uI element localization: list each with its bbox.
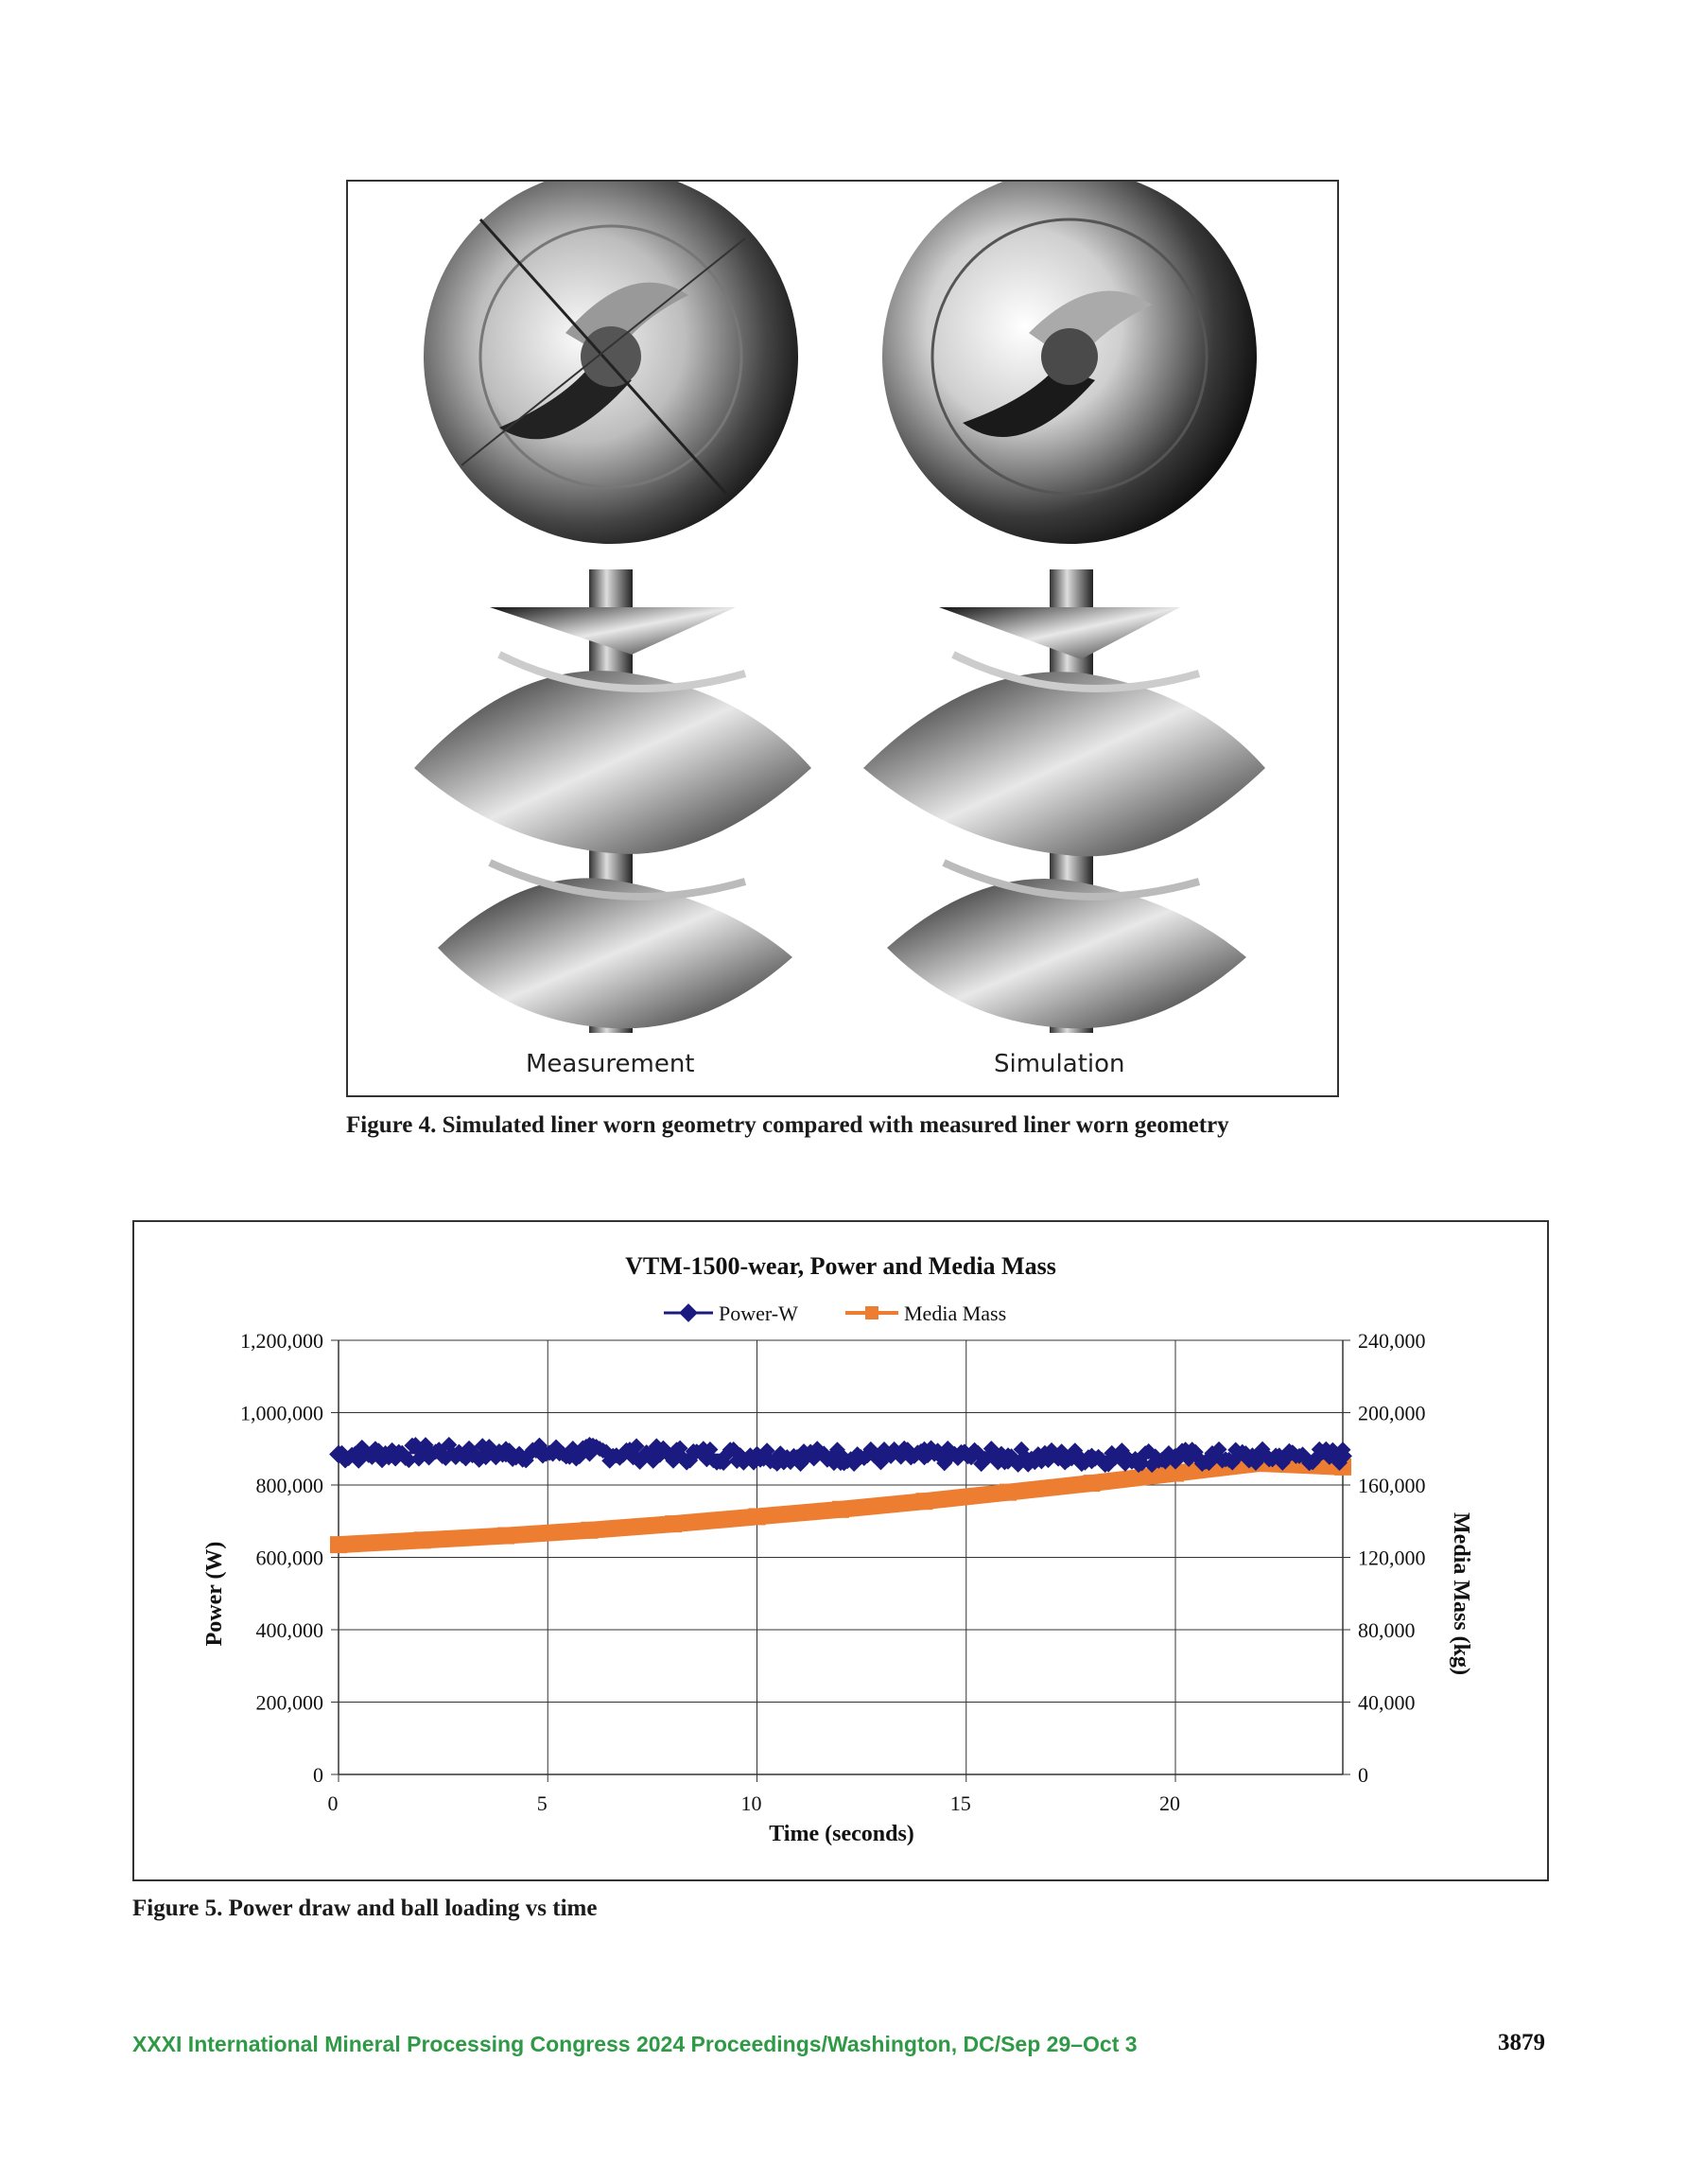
chart-title: VTM-1500-wear, Power and Media Mass — [625, 1252, 1056, 1280]
legend-power-marker — [679, 1303, 698, 1322]
y2-tick-label: 80,000 — [1358, 1618, 1416, 1642]
y2-tick-label: 200,000 — [1358, 1401, 1426, 1425]
figure-4-caption: Figure 4. Simulated liner worn geometry compared with measured liner worn geometry — [346, 1112, 1229, 1138]
media-mass-point — [832, 1501, 849, 1518]
x-axis-title: Time (seconds) — [769, 1822, 914, 1846]
simulation-label: Simulation — [994, 1050, 1125, 1078]
media-mass-point — [1000, 1484, 1017, 1501]
legend-power-label: Power-W — [719, 1302, 798, 1325]
chart-legend — [664, 1302, 1006, 1325]
figure-5-chart — [132, 1220, 1549, 1881]
y-tick-label: 400,000 — [255, 1618, 323, 1642]
y-tick-label: 600,000 — [255, 1546, 323, 1570]
x-tick-label: 20 — [1159, 1791, 1180, 1815]
x-tick-label: 10 — [740, 1791, 762, 1815]
media-mass-point — [497, 1528, 514, 1545]
y2-axis-title: Media Mass (kg) — [1449, 1512, 1473, 1675]
proceedings-footer: XXXI International Mineral Processing Congress 2024 Proceedings/Washington, DC/Sep 29–Oct 3 — [132, 2032, 1138, 2056]
y2-tick-label: 160,000 — [1358, 1474, 1426, 1497]
media-mass-point — [330, 1536, 347, 1553]
figure-5-caption: Figure 5. Power draw and ball loading vs time — [132, 1896, 598, 1921]
measurement-auger — [414, 569, 811, 1033]
y2-tick-label: 120,000 — [1358, 1546, 1426, 1570]
media-mass-point — [665, 1515, 682, 1532]
media-mass-point — [582, 1522, 599, 1539]
figure-4-image — [346, 180, 1339, 1097]
page-number: 3879 — [1498, 2030, 1545, 2055]
measurement-disc — [424, 182, 798, 544]
measurement-label: Measurement — [526, 1050, 695, 1078]
y-tick-label: 200,000 — [255, 1690, 323, 1715]
media-mass-point — [414, 1531, 431, 1548]
simulation-disc — [882, 182, 1257, 544]
y-tick-label: 800,000 — [255, 1474, 323, 1497]
simulation-auger — [863, 569, 1265, 1033]
legend-media-label: Media Mass — [904, 1302, 1007, 1325]
chart-plot — [134, 1222, 1547, 1879]
media-mass-point — [916, 1493, 933, 1510]
legend-media-marker — [865, 1306, 878, 1319]
y-tick-label: 0 — [313, 1763, 323, 1787]
y2-tick-label: 40,000 — [1358, 1690, 1416, 1715]
y2-tick-label: 240,000 — [1358, 1329, 1426, 1353]
x-tick-label: 5 — [536, 1791, 548, 1815]
y-tick-label: 1,200,000 — [240, 1329, 323, 1353]
x-tick-label: 0 — [327, 1791, 339, 1815]
media-mass-point — [1084, 1475, 1101, 1492]
y-tick-label: 1,000,000 — [240, 1401, 323, 1425]
y-axis-title: Power (W) — [202, 1541, 227, 1647]
y2-tick-label: 0 — [1358, 1763, 1368, 1787]
media-mass-point — [749, 1508, 766, 1525]
x-tick-label: 15 — [949, 1791, 971, 1815]
